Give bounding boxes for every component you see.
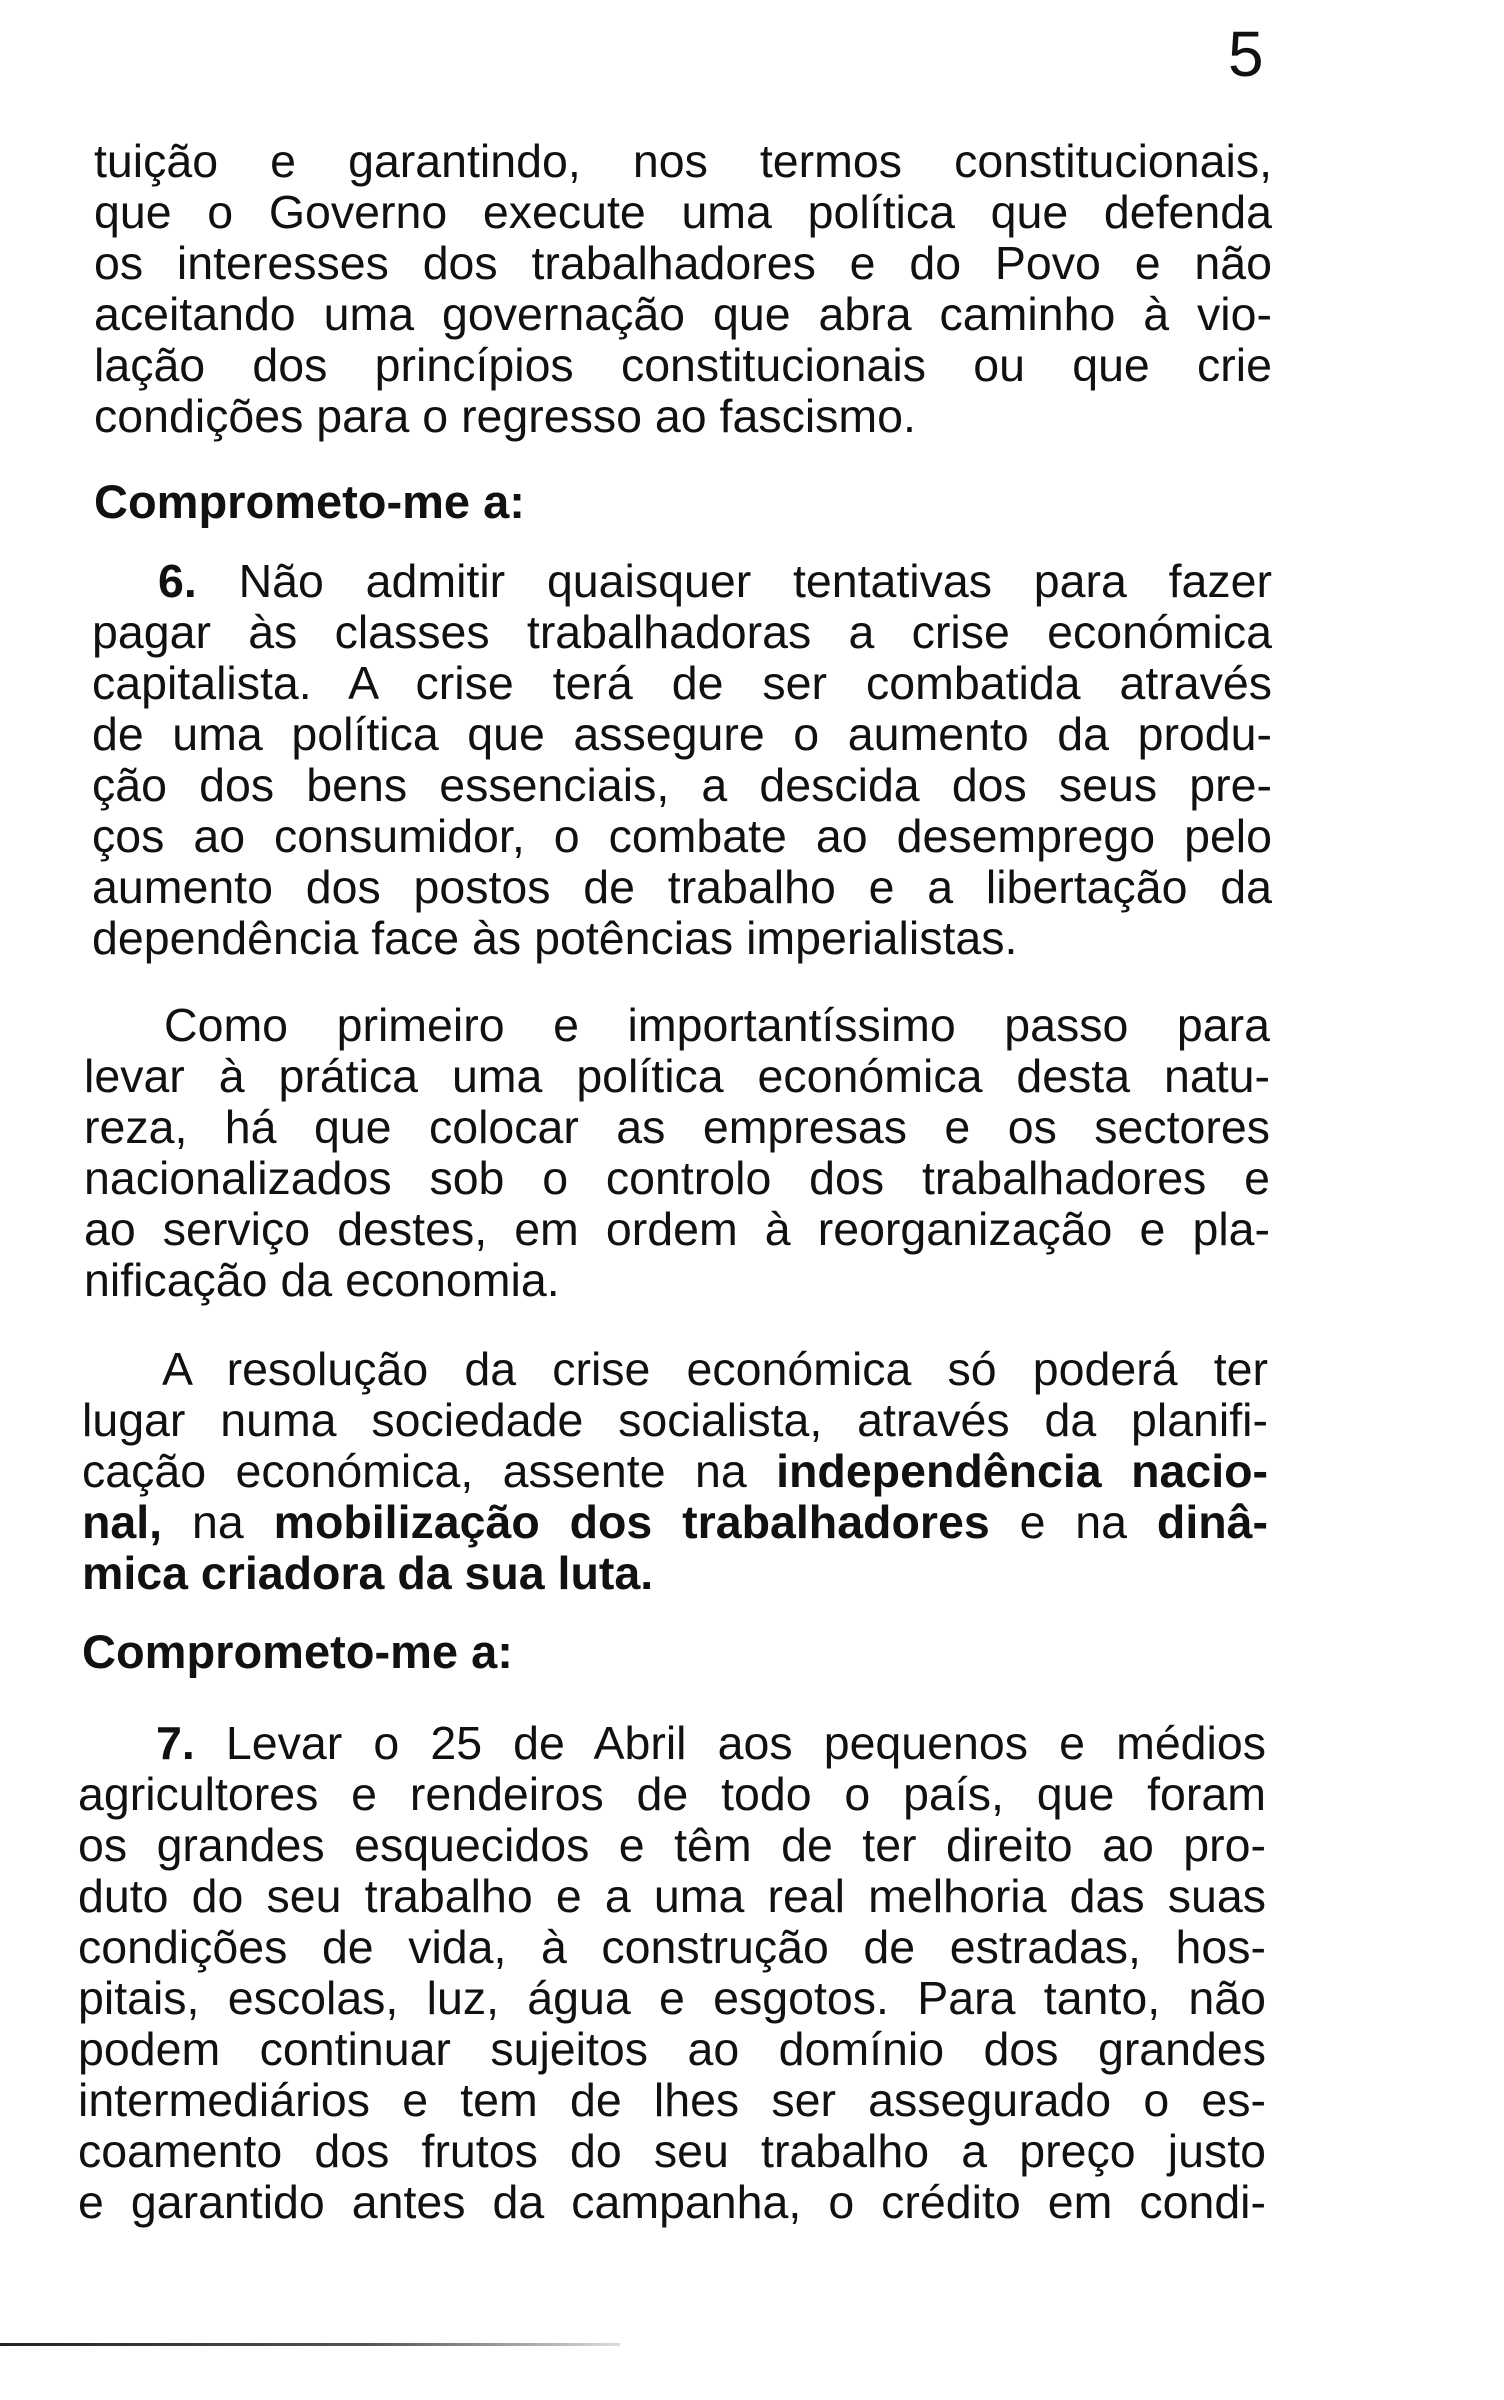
emphasis-text: mobilização dos trabalhadores [273,1496,990,1548]
emphasis-text: nal, [82,1496,163,1548]
text-line: condições de vida, à construção de estradas, hos- [78,1921,1266,1973]
text-normal: e na [989,1496,1157,1548]
text-line: aumento dos postos de trabalho e a libertação da [92,861,1272,913]
text-line: ços ao consumidor, o combate ao desemprego pelo [92,810,1272,862]
emphasis-text: independência nacio- [776,1445,1269,1497]
text-line: dependência face às potências imperialistas. [92,912,1018,964]
text-line: Como primeiro e importantíssimo passo para [164,999,1270,1051]
bottom-page-rule [0,2343,620,2346]
text-line: podem continuar sujeitos ao domínio dos grandes [78,2023,1266,2075]
text-line: reza, há que colocar as empresas e os sectores [84,1101,1270,1153]
item-text: Levar o 25 de Abril aos pequenos e médios [225,1717,1266,1769]
paragraph-continuation [94,136,1272,442]
emphasis-text: dinâ- [1156,1496,1268,1548]
text-line: que o Governo execute uma política que defenda [94,186,1272,238]
text-line: pitais, escolas, luz, água e esgotos. Para tanto, não [78,1972,1266,2024]
item-number: 6. [158,555,197,607]
text-line: de uma política que assegure o aumento da produ- [92,708,1272,760]
text-line: aceitando uma governação que abra caminho à vio- [94,288,1272,340]
text-line [82,1548,1268,1599]
section-heading: Comprometo-me a: [94,475,525,528]
text-line: nacionalizados sob o controlo dos trabalhadores e [84,1152,1270,1204]
text-line: tuição e garantindo, nos termos constitucionais, [94,135,1272,187]
emphasis-text: mica criadora da sua luta. [82,1547,654,1599]
paragraph [84,1000,1270,1306]
text-line: os grandes esquecidos e têm de ter direito ao pro- [78,1819,1266,1871]
text-line: ao serviço destes, em ordem à reorganização e pla- [84,1203,1270,1255]
text-line: e garantido antes da campanha, o crédito em condi- [78,2176,1266,2228]
page-number: 5 [1228,18,1264,90]
item-first-line [92,556,1272,607]
text-line [82,1446,1268,1497]
item-text: Não admitir quaisquer tentativas para fazer [238,555,1272,607]
text-normal: na [162,1496,274,1548]
text-line: agricultores e rendeiros de todo o país, que foram [78,1768,1266,1820]
text-line: A resolução da crise económica só poderá ter [162,1343,1268,1395]
text-line: condições para o regresso ao fascismo. [94,390,916,442]
text-line: lugar numa sociedade socialista, através da planifi- [82,1394,1268,1446]
text-line: intermediários e tem de lhes ser assegurado o es- [78,2074,1266,2126]
text-line: coamento dos frutos do seu trabalho a preço justo [78,2125,1266,2177]
text-line: pagar às classes trabalhadoras a crise económica [92,606,1272,658]
item-number: 7. [156,1717,195,1769]
item-first-line [78,1718,1266,1769]
commitment-item-6 [92,556,1272,964]
paragraph-with-emphasis [82,1344,1268,1599]
text-line: ção dos bens essenciais, a descida dos seus pre- [92,759,1272,811]
commitment-item-7 [78,1718,1266,2228]
text-line: nificação da economia. [84,1254,560,1306]
text-normal: cação económica, assente na [82,1445,777,1497]
text-line: duto do seu trabalho e a uma real melhoria das suas [78,1870,1266,1922]
text-line: lação dos princípios constitucionais ou que crie [94,339,1272,391]
text-line: capitalista. A crise terá de ser combatida através [92,657,1272,709]
text-line: levar à prática uma política económica desta natu- [84,1050,1270,1102]
text-line: os interesses dos trabalhadores e do Povo e não [94,237,1272,289]
text-line [82,1497,1268,1548]
section-heading: Comprometo-me a: [82,1625,513,1678]
